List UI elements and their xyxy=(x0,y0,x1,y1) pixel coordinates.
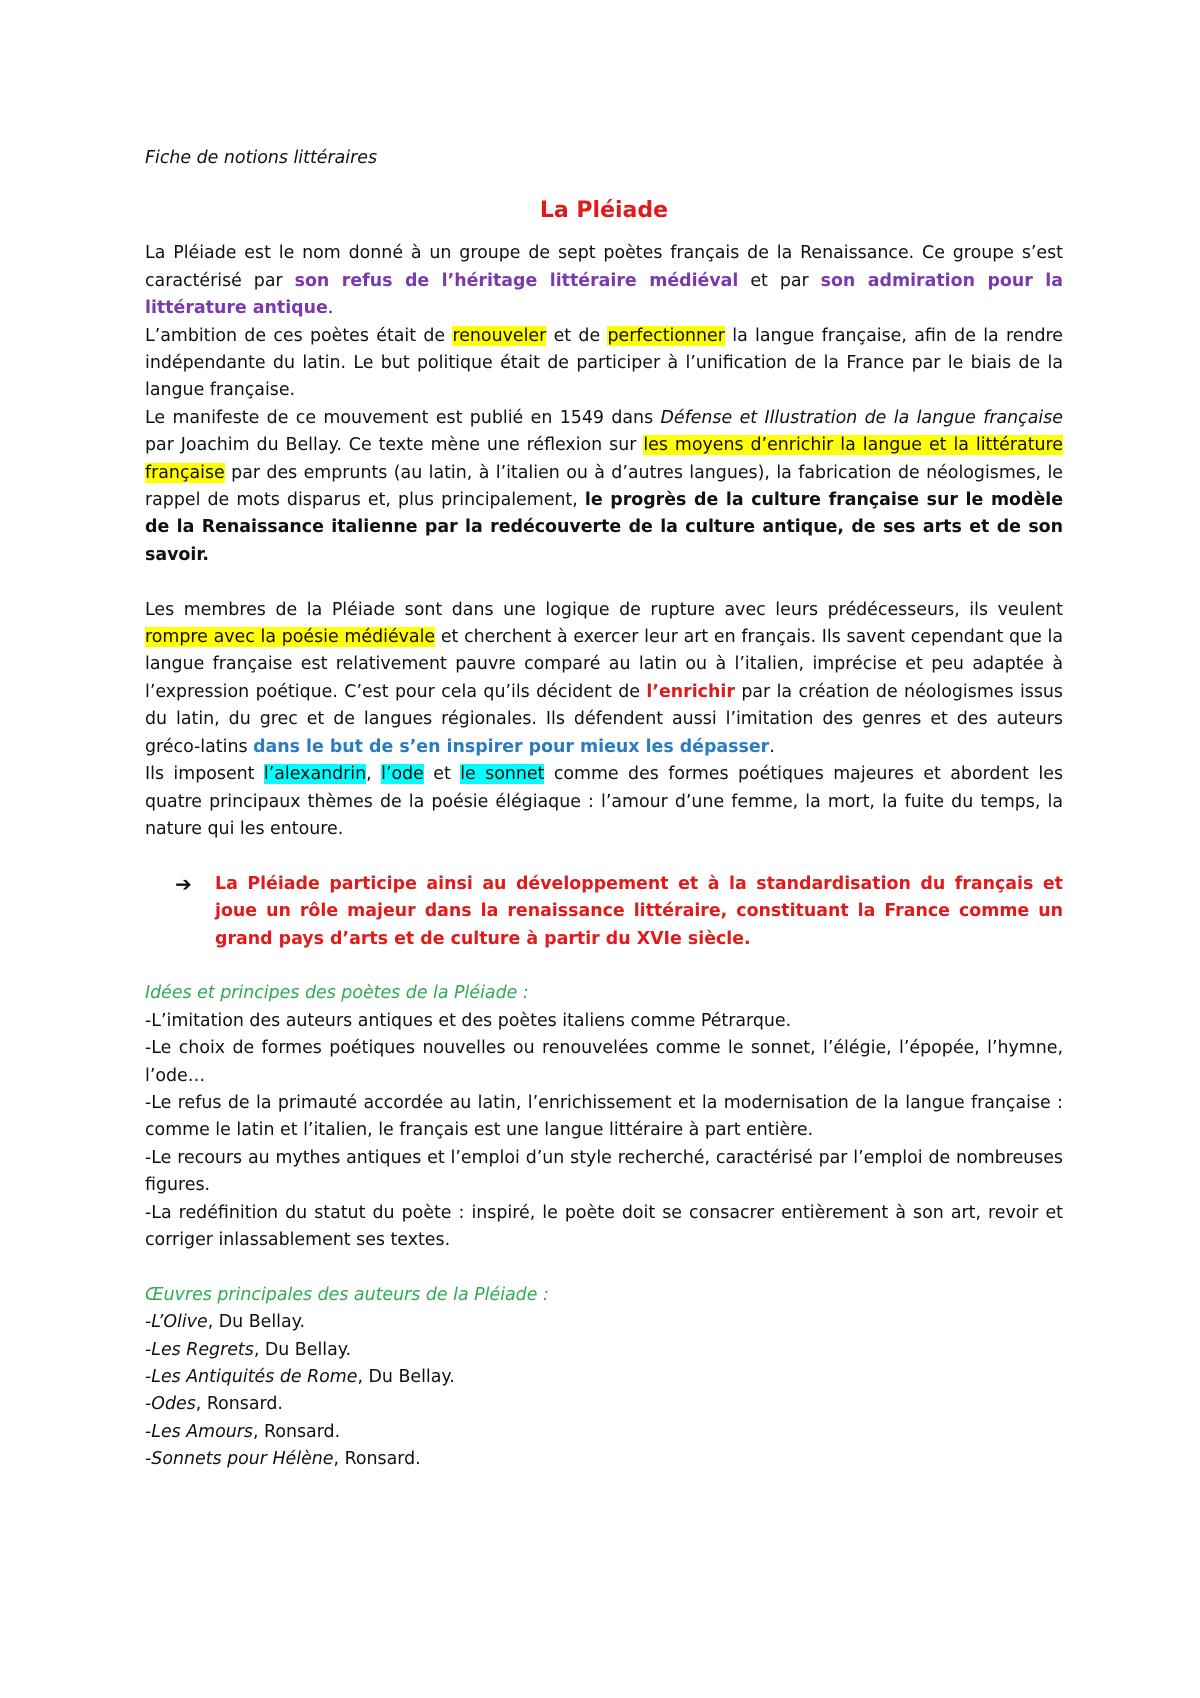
text-span: La Pléiade est le nom donné à un groupe de sept poètes français de la Renaissance. Ce groupe s’est caractérisé par xyxy=(145,243,1063,291)
text-span: et par xyxy=(738,270,821,291)
bold-progres: le progrès de la culture française sur le modèle de la Renaissance italienne par la redécouverte de la culture antique, de ses arts et de son savoir. xyxy=(145,490,1064,565)
text-span: et cherchent à exercer leur art en français. Ils savent cependant que la langue française est relativement pauvre comparé au latin ou à l’italien, imprécise et peu adaptée à l’expression poétique. C’est pour cela qu’ils décident de xyxy=(145,627,1063,702)
work-title: Défense et Illustration de la langue française xyxy=(660,407,1063,428)
emphasis-admiration: son admiration pour la littérature antique xyxy=(145,270,1063,319)
paragraph-intro xyxy=(145,240,1063,322)
highlight-renouveler: renouveler xyxy=(452,325,547,346)
text-span: . xyxy=(327,298,334,319)
paragraph-manifeste xyxy=(145,405,1063,569)
text-span: . xyxy=(769,736,775,757)
work-title: -Les Amours xyxy=(145,1421,253,1442)
paragraph-formes xyxy=(145,761,1063,843)
work-author: , Du Bellay. xyxy=(253,1339,352,1360)
work-author: , Du Bellay. xyxy=(207,1312,306,1333)
work-title: -Les Regrets xyxy=(145,1339,254,1360)
list-item: -Le choix de formes poétiques nouvelles ou renouvelées comme le sonnet, l’élégie, l’épopée, l’hymne, l’ode… xyxy=(145,1038,1063,1086)
work-author: , Du Bellay. xyxy=(357,1367,455,1387)
list-item xyxy=(145,1309,1063,1336)
section-heading-works: Œuvres principales des auteurs de la Pléiade : xyxy=(145,1284,549,1305)
text-span: , xyxy=(366,764,382,785)
text-span: et de xyxy=(546,325,608,346)
paragraph-membres xyxy=(145,597,1063,761)
list-item xyxy=(145,1364,1063,1391)
arrow-right-icon: ➔ xyxy=(175,871,192,896)
highlight-sonnet: le sonnet xyxy=(460,764,545,785)
text-span: Le manifeste de ce mouvement est publié en 1549 dans xyxy=(145,407,661,428)
document-subtitle: Fiche de notions littéraires xyxy=(145,148,378,168)
highlight-moyens: les moyens d’enrichir la langue et la littérature française xyxy=(145,435,1063,483)
text-span: et xyxy=(423,764,461,785)
emphasis-enrichir: l’enrichir xyxy=(646,681,735,702)
spacer xyxy=(145,953,1063,980)
work-title: -Odes xyxy=(145,1394,196,1415)
work-author: , Ronsard. xyxy=(252,1421,341,1442)
text-span: par Joachim du Bellay. Ce texte mène une réflexion sur xyxy=(145,435,644,456)
work-title: -Sonnets pour Hélène xyxy=(145,1449,334,1470)
list-item: -La redéfinition du statut du poète : inspiré, le poète doit se consacrer entièrement à son art, revoir et corriger inlassablement ses textes. xyxy=(145,1202,1063,1250)
paragraph-ambition xyxy=(145,323,1063,405)
list-item xyxy=(145,1337,1063,1364)
text-span: Ils imposent xyxy=(145,764,264,785)
text-span: par des emprunts (au latin, à l’italien ou à d’autres langues), la fabrication de néologismes, le rappel de mots disparus et, plus principalement, xyxy=(145,462,1063,511)
highlight-alexandrin: l’alexandrin xyxy=(263,764,367,785)
list-item xyxy=(145,1419,1063,1446)
spacer xyxy=(145,843,1063,870)
highlight-ode: l’ode xyxy=(381,764,424,785)
list-item xyxy=(145,1446,1063,1473)
list-item: -L’imitation des auteurs antiques et des poètes italiens comme Pétrarque. xyxy=(145,1010,792,1031)
page-title: La Pléiade xyxy=(539,198,669,224)
work-author: , Ronsard. xyxy=(333,1449,421,1470)
text-span: par la création de néologismes issus du latin, du grec et de langues régionales. Ils défendent aussi l’imitation des genres et des auteurs gréco-latins xyxy=(145,681,1063,757)
text-span: comme des formes poétiques majeures et abordent les quatre principaux thèmes de la poésie élégiaque : l’amour d’une femme, la mort, la fuite du temps, la nature qui les entoure. xyxy=(145,764,1064,839)
document-page xyxy=(145,145,1063,1474)
list-item: -Le refus de la primauté accordée au latin, l’enrichissement et la modernisation de la langue française : comme le latin et l’italien, le français est une langue littéraire à part entière. xyxy=(145,1092,1063,1141)
work-author: , Ronsard. xyxy=(195,1394,283,1415)
text-span: L’ambition de ces poètes était de xyxy=(145,325,453,346)
conclusion-text: La Pléiade participe ainsi au développement et à la standardisation du français et joue un rôle majeur dans la renaissance littéraire, constituant la France comme un grand pays d’arts et de culture à partir du XVIe siècle. xyxy=(215,873,1063,949)
list-item: -Le recours au mythes antiques et l’emploi d’un style recherché, caractérisé par l’emploi de nombreuses figures. xyxy=(145,1147,1063,1196)
spacer xyxy=(145,569,1063,596)
emphasis-refus: son refus de l’héritage littéraire médiéval xyxy=(294,270,739,291)
highlight-perfectionner: perfectionner xyxy=(607,325,725,346)
conclusion-block xyxy=(175,871,1063,953)
spacer xyxy=(145,1254,1063,1281)
emphasis-inspirer: dans le but de s’en inspirer pour mieux les dépasser xyxy=(253,736,770,757)
highlight-rompre: rompre avec la poésie médiévale xyxy=(145,627,436,648)
work-title: -Les Antiquités de Rome xyxy=(145,1367,358,1387)
text-span: Les membres de la Pléiade sont dans une logique de rupture avec leurs prédécesseurs, ils veulent xyxy=(145,599,1063,620)
work-title: -L’Olive xyxy=(145,1312,208,1333)
text-span: la langue française, afin de la rendre indépendante du latin. Le but politique était de participer à l’unification de la France par le biais de la langue française. xyxy=(145,325,1063,401)
section-heading-ideas: Idées et principes des poètes de la Pléiade : xyxy=(145,983,529,1004)
list-item xyxy=(145,1391,1063,1418)
